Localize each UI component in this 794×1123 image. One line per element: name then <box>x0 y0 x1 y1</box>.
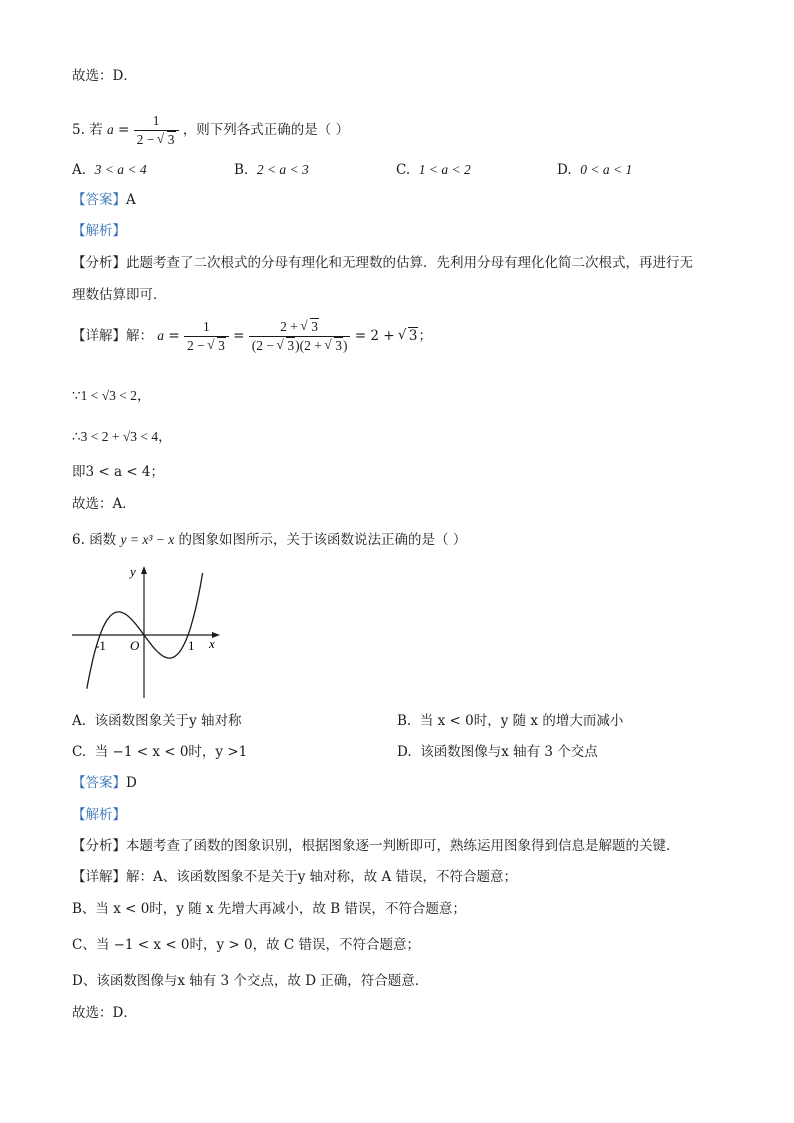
q5-number: 5. <box>72 122 85 138</box>
q5-analysis-tag: 【解析】 <box>72 223 126 239</box>
q5-detail-line: 【详解】解： a = $\frac{1}{2 - √ 3}$ = $\frac{2 + √ 3}{(2 - √ 3)(2 + √ 3)}$ = 2 + √ 3； <box>72 318 432 355</box>
detail-tag: 【详解】 <box>72 328 126 344</box>
x-axis-label: x <box>209 636 215 651</box>
sqrt-symbol: √ 3 <box>325 337 343 355</box>
q6-function: y = x³ − x <box>120 532 175 547</box>
option-label: C. <box>396 162 411 178</box>
option-text: 该函数图象关于y 轴对称 <box>94 713 242 729</box>
tick-label-1: 1 <box>188 638 195 653</box>
sqrt-symbol: √ 3 <box>399 325 419 347</box>
option-text: 3 < a < 4 <box>94 162 147 177</box>
q5-var: a <box>106 122 114 137</box>
detail-fraction-1: $\frac{1}{2 - √ 3}$ <box>184 318 229 355</box>
fenxi-tag: 【分析】 <box>72 838 126 854</box>
detail-tag: 【详解】 <box>72 869 126 885</box>
option-label: B. <box>234 162 249 178</box>
y-axis-label: y <box>130 564 136 579</box>
q5-den-two: 2 − <box>136 132 155 147</box>
detail-intro: 解： <box>126 328 153 344</box>
q5-fraction <box>134 112 179 149</box>
y-axis-arrow <box>141 566 147 574</box>
q5-option-d <box>557 160 632 180</box>
q5-den-radicand: 3 <box>167 132 175 147</box>
option-label: B. <box>397 713 412 729</box>
q5-conclusion: 故选：A． <box>72 496 136 512</box>
option-label: A. <box>72 713 87 729</box>
q6-suffix: 的图象如图所示，关于该函数说法正确的是（ ） <box>178 532 467 548</box>
q6-detail-c: C、当 −1 < x < 0时，y > 0，故 C 错误，不符合题意； <box>72 937 421 953</box>
option-label: A. <box>72 162 87 178</box>
sqrt-symbol: √ 3 <box>301 318 319 336</box>
fenxi-text: 本题考查了函数的图象识别，根据图象逐一判断即可，熟练运用图象得到信息是解题的关键． <box>126 838 680 854</box>
tick-label-neg1: -1 <box>95 638 106 653</box>
answer-value: D <box>126 775 137 791</box>
q6-detail-d: D、该函数图像与x 轴有 3 个交点，故 D 正确，符合题意． <box>72 973 429 989</box>
q5-step3: 即3 < a < 4； <box>72 464 165 480</box>
fenxi-text: 此题考查了二次根式的分母有理化和无理数的估算．先利用分母有理化化简二次根式，再进行无 <box>126 255 693 271</box>
q5-fenxi-line2: 理数估算即可． <box>72 287 167 303</box>
q5-fenxi-line1 <box>72 253 693 273</box>
option-text: 该函数图像与x 轴有 3 个交点 <box>420 744 598 760</box>
q6-fenxi <box>72 836 680 856</box>
q5-option-a <box>72 160 147 180</box>
q5-step1: ∵1 < √3 < 2， <box>72 388 151 403</box>
q5-answer <box>72 190 136 210</box>
detail-text: 解：A、该函数图象不是关于y 轴对称，故 A 错误，不符合题意； <box>126 869 517 885</box>
sqrt-symbol: √ 3 <box>277 337 295 355</box>
q6-detail-a <box>72 867 517 887</box>
fenxi-tag: 【分析】 <box>72 255 126 271</box>
q5-frac-denominator <box>134 130 179 149</box>
q6-prefix: 函数 <box>89 532 117 548</box>
q6-stem <box>72 530 466 550</box>
q6-conclusion: 故选：D． <box>72 1005 137 1021</box>
q6-option-a <box>72 711 242 731</box>
option-label: D. <box>557 162 572 178</box>
q6-option-d <box>397 742 598 762</box>
q5-frac-numerator: 1 <box>152 113 160 128</box>
function-graph <box>68 560 228 702</box>
q6-number: 6. <box>72 532 85 548</box>
sqrt-symbol <box>158 131 176 149</box>
detail-var: a <box>157 328 165 343</box>
option-text: 当 x < 0时，y 随 x 的增大而减小 <box>419 713 624 729</box>
origin-label: O <box>130 638 140 653</box>
q6-analysis-tag: 【解析】 <box>72 807 126 823</box>
detail-fraction-2: $\frac{2 + √ 3}{(2 - √ 3)(2 + √ 3)}$ <box>249 318 351 355</box>
cubic-curve <box>87 573 203 689</box>
q5-option-b <box>234 160 309 180</box>
option-text: 当 −1 < x < 0时，y >1 <box>94 744 248 760</box>
q5-eq: = <box>118 122 130 138</box>
q5-option-c <box>396 160 471 180</box>
q6-detail-b: B、当 x < 0时，y 随 x 先增大再减小，故 B 错误，不符合题意； <box>72 901 466 917</box>
q5-step2: ∴3 < 2 + √3 < 4， <box>72 429 172 444</box>
q6-answer <box>72 773 137 793</box>
option-label: C. <box>72 744 87 760</box>
option-text: 2 < a < 3 <box>256 162 309 177</box>
option-text: 1 < a < 2 <box>418 162 471 177</box>
option-label: D. <box>397 744 412 760</box>
answer-value: A <box>126 192 136 208</box>
sqrt-symbol: √ 3 <box>208 337 226 355</box>
answer-tag: 【答案】 <box>72 192 126 208</box>
answer-tag: 【答案】 <box>72 775 126 791</box>
q6-option-c <box>72 742 247 762</box>
option-text: 0 < a < 1 <box>580 162 633 177</box>
q5-stem <box>72 112 349 149</box>
q5-prefix: 若 <box>89 122 103 138</box>
q5-suffix: ，则下列各式正确的是（ ） <box>182 122 350 138</box>
previous-conclusion: 故选：D． <box>72 68 137 84</box>
q6-option-b <box>397 711 623 731</box>
